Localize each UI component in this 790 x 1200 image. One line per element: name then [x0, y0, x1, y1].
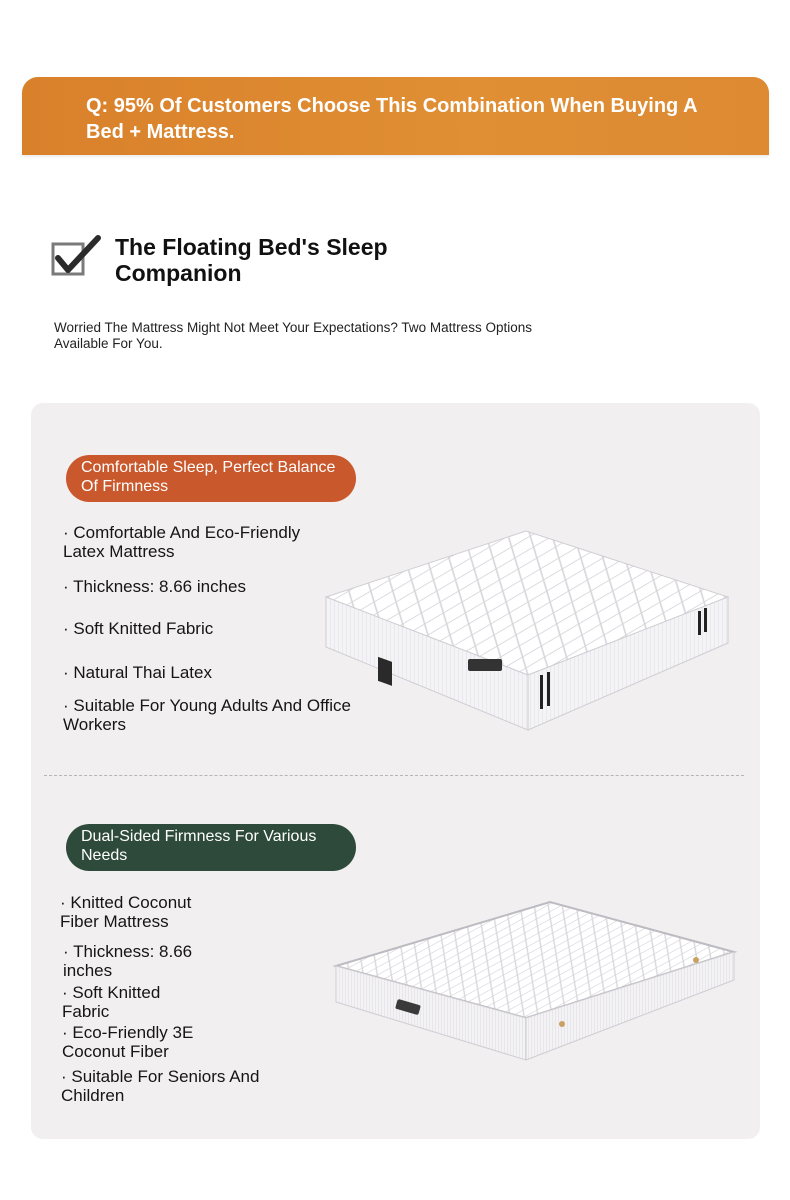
option-1-badge: Comfortable Sleep, Perfect Balance Of Firmness: [66, 455, 356, 502]
coconut-fiber-mattress-image: [330, 898, 740, 1068]
page-title: The Floating Bed's Sleep Companion: [115, 234, 388, 286]
option-1-feature: · Soft Knitted Fabric: [63, 619, 214, 638]
option-2-feature: · Suitable For Seniors And Children: [61, 1067, 260, 1105]
option-2-feature: · Soft Knitted Fabric: [62, 983, 161, 1021]
promo-banner: [22, 77, 769, 155]
section-divider: [44, 775, 744, 776]
page-subtitle: Worried The Mattress Might Not Meet Your Expectations? Two Mattress Options Available For You.: [54, 320, 532, 351]
option-1-feature: · Suitable For Young Adults And Office Workers: [63, 696, 351, 734]
option-2-badge: Dual-Sided Firmness For Various Needs: [66, 824, 356, 871]
option-2-feature: · Knitted Coconut Fiber Mattress: [60, 893, 192, 931]
option-2-feature: · Eco-Friendly 3E Coconut Fiber: [62, 1023, 194, 1061]
option-2-feature: · Thickness: 8.66 inches: [63, 942, 193, 980]
option-1-feature: · Comfortable And Eco-Friendly Latex Mattress: [63, 523, 301, 561]
checkbox-check-icon: [50, 234, 102, 278]
banner-text: Q: 95% Of Customers Choose This Combination When Buying A Bed + Mattress.: [86, 95, 697, 143]
option-1-feature: · Natural Thai Latex: [63, 663, 212, 682]
option-1-feature: · Thickness: 8.66 inches: [63, 577, 246, 596]
latex-mattress-image: [318, 525, 733, 737]
